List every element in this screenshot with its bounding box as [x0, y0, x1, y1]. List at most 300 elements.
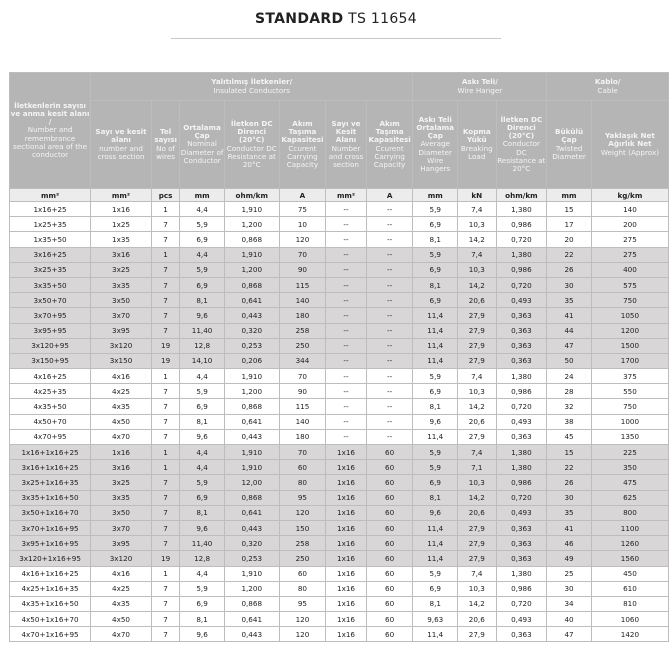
table-cell: 3x70 — [91, 308, 152, 323]
table-cell: 60 — [366, 612, 413, 627]
table-cell: 1,910 — [224, 369, 279, 384]
table-cell: 5,9 — [413, 202, 458, 217]
table-cell: 7,4 — [458, 202, 497, 217]
table-cell: 25 — [547, 566, 592, 581]
table-cell: 10,3 — [458, 262, 497, 277]
table-cell: -- — [326, 293, 367, 308]
table-cell: 14,2 — [458, 399, 497, 414]
table-cell: 1,380 — [496, 566, 547, 581]
table-cell: 0,986 — [496, 217, 547, 232]
table-cell: 70 — [279, 445, 326, 460]
table-row — [10, 308, 669, 323]
table-cell: 7 — [151, 323, 179, 338]
table-cell: 49 — [547, 551, 592, 566]
table-cell: 3x16+25 — [10, 247, 91, 262]
table-row — [10, 384, 669, 399]
table-row — [10, 429, 669, 444]
table-cell: 1x16 — [326, 505, 367, 520]
table-cell: 47 — [547, 627, 592, 642]
table-cell: 0,363 — [496, 308, 547, 323]
table-cell: 27,9 — [458, 536, 497, 551]
table-cell: -- — [366, 217, 413, 232]
wire-hanger-header: Askı Teli/ Wire Hanger — [413, 73, 547, 101]
table-cell: 4x70 — [91, 429, 152, 444]
table-cell: 60 — [366, 490, 413, 505]
table-cell: -- — [366, 262, 413, 277]
table-cell: 5,9 — [413, 369, 458, 384]
table-cell: 5,9 — [180, 384, 225, 399]
table-cell: -- — [326, 414, 367, 429]
unit-cell: ohm/km — [224, 189, 279, 202]
table-cell: 625 — [591, 490, 668, 505]
table-cell: 20,6 — [458, 414, 497, 429]
table-cell: 1,200 — [224, 384, 279, 399]
table-row — [10, 505, 669, 520]
table-cell: 15 — [547, 202, 592, 217]
table-cell: 0,868 — [224, 277, 279, 292]
table-cell: 7 — [151, 475, 179, 490]
table-cell: 38 — [547, 414, 592, 429]
table-cell: 225 — [591, 445, 668, 460]
table-cell: 90 — [279, 262, 326, 277]
table-cell: 0,363 — [496, 338, 547, 353]
table-cell: 0,443 — [224, 627, 279, 642]
table-cell: 10,3 — [458, 475, 497, 490]
unit-cell: kg/km — [591, 189, 668, 202]
table-cell: 6,9 — [180, 596, 225, 611]
table-cell: 0,720 — [496, 277, 547, 292]
table-cell: -- — [366, 369, 413, 384]
table-cell: 60 — [366, 536, 413, 551]
table-cell: 0,493 — [496, 612, 547, 627]
table-cell: 150 — [279, 520, 326, 535]
table-cell: 1x16 — [326, 581, 367, 596]
table-cell: 9,6 — [413, 414, 458, 429]
table-cell: 27,9 — [458, 353, 497, 368]
table-cell: 7,4 — [458, 369, 497, 384]
table-cell: 19 — [151, 338, 179, 353]
table-cell: 1x16 — [326, 596, 367, 611]
table-cell: 4,4 — [180, 247, 225, 262]
table-cell: 3x120 — [91, 338, 152, 353]
table-cell: 60 — [366, 581, 413, 596]
table-cell: 60 — [279, 460, 326, 475]
table-cell: 0,720 — [496, 399, 547, 414]
table-row — [10, 536, 669, 551]
table-cell: 11,4 — [413, 353, 458, 368]
column-header: İletken DC Direnci (20°C) Conductor DC Resistance at 20°C — [496, 101, 547, 189]
table-cell: -- — [326, 353, 367, 368]
table-cell: -- — [326, 323, 367, 338]
table-cell: 27,9 — [458, 323, 497, 338]
table-cell: 10 — [279, 217, 326, 232]
table-cell: 3x35+1x16+50 — [10, 490, 91, 505]
table-cell: -- — [326, 308, 367, 323]
table-cell: 12,8 — [180, 338, 225, 353]
table-cell: 8,1 — [413, 277, 458, 292]
table-cell: 8,1 — [180, 612, 225, 627]
table-cell: -- — [326, 262, 367, 277]
table-cell: -- — [326, 338, 367, 353]
table-cell: 400 — [591, 262, 668, 277]
table-cell: 0,493 — [496, 505, 547, 520]
table-cell: 1,200 — [224, 262, 279, 277]
table-cell: 5,9 — [413, 445, 458, 460]
column-header: Yaklaşık Net Ağırlık Net Weight (Approx) — [591, 101, 668, 189]
table-row — [10, 369, 669, 384]
table-cell: 1,380 — [496, 445, 547, 460]
table-cell: 0,363 — [496, 323, 547, 338]
table-cell: 115 — [279, 399, 326, 414]
table-cell: 4x70+95 — [10, 429, 91, 444]
table-cell: 1x25 — [91, 217, 152, 232]
table-cell: 750 — [591, 293, 668, 308]
table-cell: -- — [326, 399, 367, 414]
table-cell: 1x16 — [326, 612, 367, 627]
table-cell: 34 — [547, 596, 592, 611]
table-cell: -- — [366, 232, 413, 247]
table-row — [10, 353, 669, 368]
table-cell: 8,1 — [413, 399, 458, 414]
table-cell: 1,910 — [224, 566, 279, 581]
table-cell: 1x16+1x16+25 — [10, 445, 91, 460]
table-cell: 200 — [591, 217, 668, 232]
table-cell: 1x16 — [326, 627, 367, 642]
column-header: Tel sayısı No of wires — [151, 101, 179, 189]
table-cell: 60 — [366, 551, 413, 566]
table-cell: 14,2 — [458, 596, 497, 611]
table-cell: 0,363 — [496, 536, 547, 551]
table-cell: 180 — [279, 308, 326, 323]
table-cell: 8,1 — [180, 293, 225, 308]
table-cell: 5,9 — [180, 217, 225, 232]
table-cell: 450 — [591, 566, 668, 581]
table-cell: 0,443 — [224, 429, 279, 444]
table-cell: 47 — [547, 338, 592, 353]
table-cell: 14,2 — [458, 232, 497, 247]
table-cell: 28 — [547, 384, 592, 399]
table-cell: 15 — [547, 445, 592, 460]
unit-cell: mm — [180, 189, 225, 202]
table-cell: 4,4 — [180, 566, 225, 581]
table-cell: 350 — [591, 460, 668, 475]
table-cell: 7,4 — [458, 566, 497, 581]
table-cell: 27,9 — [458, 338, 497, 353]
table-cell: 5,9 — [180, 475, 225, 490]
table-cell: 30 — [547, 581, 592, 596]
table-cell: 1x16 — [326, 566, 367, 581]
table-cell: -- — [366, 277, 413, 292]
table-cell: 5,9 — [180, 262, 225, 277]
table-cell: 6,9 — [413, 384, 458, 399]
table-cell: 5,9 — [413, 460, 458, 475]
table-cell: 344 — [279, 353, 326, 368]
table-cell: 0,443 — [224, 308, 279, 323]
cable-spec-table — [9, 72, 669, 642]
title-divider — [171, 38, 501, 39]
table-cell: 1560 — [591, 551, 668, 566]
table-cell: 11,4 — [413, 323, 458, 338]
table-cell: 11,4 — [413, 627, 458, 642]
table-cell: 75 — [279, 202, 326, 217]
cable-header: Kablo/ Cable — [547, 73, 669, 101]
table-cell: 7 — [151, 277, 179, 292]
table-cell: 7 — [151, 490, 179, 505]
column-header: Akım Taşıma Kapasitesi Ccurent Carrying Capacity — [366, 101, 413, 189]
table-cell: 1,910 — [224, 247, 279, 262]
table-cell: 0,868 — [224, 490, 279, 505]
table-cell: 60 — [366, 627, 413, 642]
table-cell: 41 — [547, 308, 592, 323]
table-cell: 0,868 — [224, 232, 279, 247]
table-cell: 3x16+1x16+25 — [10, 460, 91, 475]
table-cell: 1x16 — [326, 520, 367, 535]
table-cell: 3x120 — [91, 551, 152, 566]
table-row — [10, 399, 669, 414]
unit-cell: pcs — [151, 189, 179, 202]
table-cell: 7 — [151, 217, 179, 232]
table-cell: 80 — [279, 475, 326, 490]
table-row — [10, 338, 669, 353]
table-cell: 30 — [547, 277, 592, 292]
table-cell: 46 — [547, 536, 592, 551]
table-cell: 4,4 — [180, 202, 225, 217]
table-cell: 120 — [279, 232, 326, 247]
table-cell: 4x25 — [91, 581, 152, 596]
table-cell: 11,4 — [413, 429, 458, 444]
table-cell: 1x16 — [326, 475, 367, 490]
table-cell: 95 — [279, 596, 326, 611]
table-cell: 0,320 — [224, 536, 279, 551]
table-cell: 4,4 — [180, 369, 225, 384]
table-cell: 0,206 — [224, 353, 279, 368]
table-cell: 4x35 — [91, 399, 152, 414]
unit-cell: kN — [458, 189, 497, 202]
table-cell: 4x35+50 — [10, 399, 91, 414]
table-row — [10, 596, 669, 611]
table-cell: 7 — [151, 399, 179, 414]
table-cell: 6,9 — [180, 232, 225, 247]
table-cell: 140 — [591, 202, 668, 217]
table-row — [10, 232, 669, 247]
table-cell: 90 — [279, 384, 326, 399]
table-cell: 115 — [279, 277, 326, 292]
table-cell: 258 — [279, 536, 326, 551]
table-cell: 0,443 — [224, 520, 279, 535]
table-cell: 7 — [151, 293, 179, 308]
table-cell: 1,200 — [224, 217, 279, 232]
table-cell: -- — [366, 429, 413, 444]
table-cell: 9,6 — [180, 308, 225, 323]
table-cell: 3x16 — [91, 247, 152, 262]
table-cell: 3x95+1x16+95 — [10, 536, 91, 551]
table-cell: 60 — [366, 566, 413, 581]
table-cell: 11,4 — [413, 520, 458, 535]
table-cell: 10,3 — [458, 581, 497, 596]
table-cell: 3x95 — [91, 536, 152, 551]
insulated-conductors-header: Yalıtılmış İletkenler/ Insulated Conductors — [91, 73, 413, 101]
table-cell: 27,9 — [458, 308, 497, 323]
column-header: Ortalama Çap Nominal Diameter of Conductor — [180, 101, 225, 189]
table-cell: 1,380 — [496, 202, 547, 217]
table-cell: 610 — [591, 581, 668, 596]
table-cell: 140 — [279, 414, 326, 429]
table-cell: 7,4 — [458, 247, 497, 262]
table-cell: 3x120+1x16+95 — [10, 551, 91, 566]
table-row — [10, 323, 669, 338]
table-cell: 7 — [151, 384, 179, 399]
table-cell: 24 — [547, 369, 592, 384]
table-cell: 575 — [591, 277, 668, 292]
table-cell: 1,200 — [224, 581, 279, 596]
table-cell: 60 — [366, 505, 413, 520]
table-cell: 375 — [591, 369, 668, 384]
table-cell: 1100 — [591, 520, 668, 535]
table-cell: 180 — [279, 429, 326, 444]
table-cell: 0,363 — [496, 627, 547, 642]
table-cell: 0,986 — [496, 475, 547, 490]
table-cell: 7 — [151, 429, 179, 444]
table-cell: 4x50 — [91, 414, 152, 429]
table-cell: 10,3 — [458, 217, 497, 232]
table-cell: 35 — [547, 505, 592, 520]
table-cell: 7,1 — [458, 460, 497, 475]
table-cell: -- — [326, 217, 367, 232]
unit-cell: mm — [413, 189, 458, 202]
table-cell: 275 — [591, 247, 668, 262]
table-cell: 258 — [279, 323, 326, 338]
table-row — [10, 566, 669, 581]
table-cell: -- — [366, 399, 413, 414]
table-cell: 0,253 — [224, 338, 279, 353]
table-cell: 6,9 — [180, 490, 225, 505]
table-cell: 0,641 — [224, 612, 279, 627]
table-cell: 11,40 — [180, 323, 225, 338]
table-cell: 250 — [279, 338, 326, 353]
table-cell: 120 — [279, 627, 326, 642]
table-cell: 4x16 — [91, 566, 152, 581]
table-cell: 9,6 — [413, 505, 458, 520]
table-cell: -- — [366, 353, 413, 368]
column-header: Sayı ve Kesit Alanı Number and cross section — [326, 101, 367, 189]
table-cell: 1 — [151, 460, 179, 475]
table-cell: 3x95 — [91, 323, 152, 338]
table-cell: 0,253 — [224, 551, 279, 566]
table-cell: 4x25+35 — [10, 384, 91, 399]
table-cell: 20,6 — [458, 293, 497, 308]
table-cell: 1x16 — [326, 551, 367, 566]
table-row — [10, 293, 669, 308]
table-cell: 3x70 — [91, 520, 152, 535]
table-cell: 1,910 — [224, 460, 279, 475]
table-cell: 1,380 — [496, 247, 547, 262]
table-row — [10, 217, 669, 232]
table-cell: 6,9 — [180, 277, 225, 292]
table-cell: 1260 — [591, 536, 668, 551]
table-cell: 1x16 — [91, 445, 152, 460]
table-cell: 6,9 — [413, 581, 458, 596]
table-cell: 11,4 — [413, 536, 458, 551]
table-cell: 60 — [279, 566, 326, 581]
unit-cell: mm — [547, 189, 592, 202]
table-cell: 1,910 — [224, 445, 279, 460]
table-cell: 0,986 — [496, 581, 547, 596]
table-cell: 0,868 — [224, 596, 279, 611]
table-cell: -- — [366, 247, 413, 262]
table-cell: 4x16+25 — [10, 369, 91, 384]
table-cell: 7 — [151, 581, 179, 596]
table-cell: 17 — [547, 217, 592, 232]
unit-cell: A — [279, 189, 326, 202]
table-cell: 8,1 — [180, 505, 225, 520]
table-cell: 1x16 — [326, 445, 367, 460]
unit-cell: mm² — [10, 189, 91, 202]
table-cell: 4x50+70 — [10, 414, 91, 429]
table-cell: 19 — [151, 353, 179, 368]
title-standard: STANDARD — [255, 11, 344, 27]
table-cell: 14,10 — [180, 353, 225, 368]
table-cell: 60 — [366, 445, 413, 460]
table-cell: 35 — [547, 293, 592, 308]
table-cell: 4,4 — [180, 445, 225, 460]
table-cell: 1 — [151, 445, 179, 460]
table-cell: 7 — [151, 596, 179, 611]
table-cell: 20,6 — [458, 505, 497, 520]
table-cell: 3x50 — [91, 505, 152, 520]
table-cell: 4x50+1x16+70 — [10, 612, 91, 627]
table-row — [10, 247, 669, 262]
table-cell: -- — [326, 429, 367, 444]
table-cell: 0,320 — [224, 323, 279, 338]
table-cell: 4x35 — [91, 596, 152, 611]
table-cell: 1 — [151, 566, 179, 581]
table-cell: 275 — [591, 232, 668, 247]
unit-cell: mm² — [91, 189, 152, 202]
table-cell: 1350 — [591, 429, 668, 444]
table-cell: 1 — [151, 247, 179, 262]
table-cell: 5,9 — [413, 247, 458, 262]
table-cell: 7 — [151, 308, 179, 323]
table-cell: 0,720 — [496, 232, 547, 247]
table-cell: 27,9 — [458, 429, 497, 444]
table-cell: 8,1 — [413, 596, 458, 611]
table-cell: 0,641 — [224, 505, 279, 520]
table-cell: 810 — [591, 596, 668, 611]
page-header — [0, 0, 672, 44]
table-cell: 120 — [279, 505, 326, 520]
table-cell: 3x50+70 — [10, 293, 91, 308]
column-header: Kopma Yükü Breaking Load — [458, 101, 497, 189]
table-row — [10, 581, 669, 596]
table-cell: 4x16 — [91, 369, 152, 384]
table-cell: 1420 — [591, 627, 668, 642]
table-cell: 0,363 — [496, 520, 547, 535]
table-row — [10, 490, 669, 505]
table-cell: 11,4 — [413, 338, 458, 353]
table-cell: 3x50+1x16+70 — [10, 505, 91, 520]
table-cell: 1 — [151, 369, 179, 384]
table-cell: 3x95+95 — [10, 323, 91, 338]
table-cell: 140 — [279, 293, 326, 308]
table-cell: 11,40 — [180, 536, 225, 551]
table-cell: 8,1 — [413, 232, 458, 247]
table-cell: 1060 — [591, 612, 668, 627]
table-cell: 3x25+35 — [10, 262, 91, 277]
table-cell: 60 — [366, 460, 413, 475]
table-cell: 6,9 — [413, 262, 458, 277]
table-cell: 750 — [591, 399, 668, 414]
table-cell: 3x25 — [91, 475, 152, 490]
